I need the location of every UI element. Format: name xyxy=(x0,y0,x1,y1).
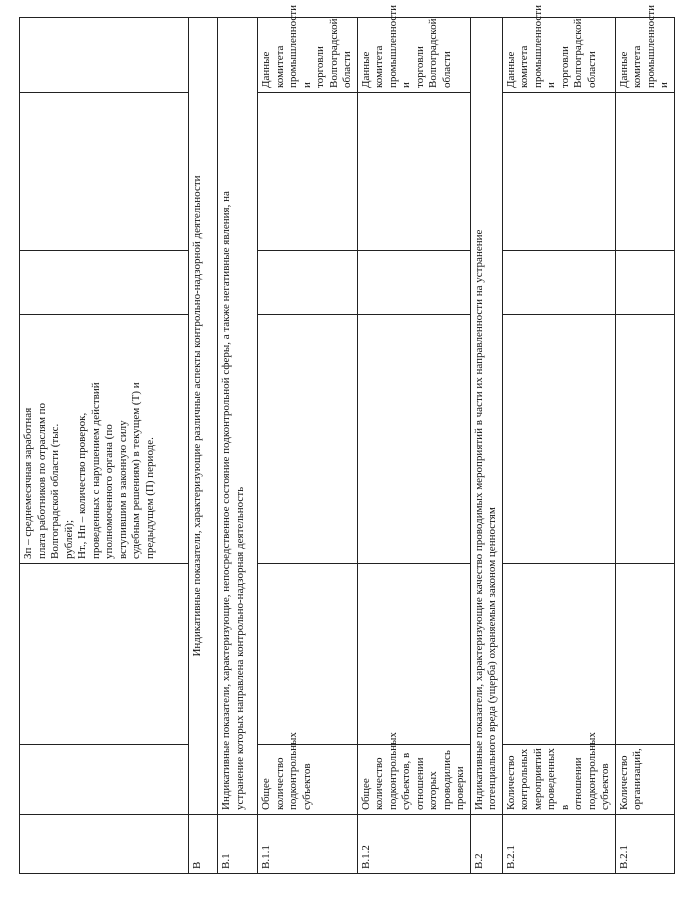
cell-empty xyxy=(615,93,674,251)
table-row-section-b2 xyxy=(470,18,502,874)
indicator-name: Количество контрольных мероприятий проведенных в отношении подконтрольных субъектов xyxy=(502,745,615,815)
indicator-name: Общее количество подконтрольных субъектов, в отношении которых проводились проверки xyxy=(357,745,470,815)
cell-empty xyxy=(20,564,189,745)
cell-empty xyxy=(615,564,674,745)
row-code: В.1.1 xyxy=(258,815,358,874)
row-code: В.2 xyxy=(470,815,502,874)
cell-empty xyxy=(357,315,470,564)
indicator-name: Количество организаций, xyxy=(615,745,674,815)
cell-empty xyxy=(20,251,189,315)
row-code: В xyxy=(189,815,218,874)
data-source: Данные комитета промышленности и торговли Волгоградской области xyxy=(357,18,470,93)
cell-empty xyxy=(357,564,470,745)
table-row xyxy=(258,18,358,874)
cell-empty xyxy=(357,251,470,315)
row-code: В.2.1 xyxy=(615,815,674,874)
cell-empty xyxy=(615,315,674,564)
table-row xyxy=(615,18,674,874)
table-row-section-b xyxy=(189,18,218,874)
section-title: Индикативные показатели, характеризующие различные аспекты контрольно-надзорной деятельности xyxy=(189,18,218,815)
cell-empty xyxy=(502,251,615,315)
data-source: Данные комитета промышленности и xyxy=(615,18,674,93)
table-row xyxy=(357,18,470,874)
cell-empty xyxy=(502,93,615,251)
cell-empty xyxy=(258,251,358,315)
cell-empty xyxy=(258,564,358,745)
data-source: Данные комитета промышленности и торговли Волгоградской области xyxy=(502,18,615,93)
cell-empty xyxy=(502,564,615,745)
cell-empty xyxy=(20,18,189,93)
cell-empty xyxy=(20,93,189,251)
table-row xyxy=(502,18,615,874)
cell-empty xyxy=(258,93,358,251)
row-code: В.1 xyxy=(218,815,258,874)
indicators-table xyxy=(19,5,675,874)
cell-empty xyxy=(20,745,189,815)
cell-empty xyxy=(615,251,674,315)
table-row-formula xyxy=(20,18,189,874)
cell-empty xyxy=(502,315,615,564)
section-text: Индикативные показатели, характеризующие, непосредственное состояние подконтрольной сферы, а также негативные явления, на устранение которых направлена контрольно-надзорная деятельность xyxy=(218,18,258,815)
data-source: Данные комитета промышленности и торговли Волгоградской области xyxy=(258,18,358,93)
cell-empty xyxy=(258,315,358,564)
section-text: Индикативные показатели, характеризующие качество проводимых мероприятий в части их направленности на устранение потенциального вреда (ущерба) охраняемым законом ценностям xyxy=(470,18,502,815)
rotated-table-wrapper xyxy=(19,5,670,874)
table-row-section-b1 xyxy=(218,18,258,874)
row-code: В.1.2 xyxy=(357,815,470,874)
cell-empty xyxy=(20,815,189,874)
indicator-name: Общее количество подконтрольных субъектов xyxy=(258,745,358,815)
cell-empty xyxy=(357,93,470,251)
formula-description: Зп – среднемесячная заработная плата работников по отраслям по Волгоградской области (тыс. рублей); Нт., Нп – количество проверок, проведенных с нарушением действий уполномоченного органа (по вступившим в законную силу судебным решениям) в текущем (Т) и предыдущем (П) периоде. xyxy=(20,315,189,564)
row-code: В.2.1 xyxy=(502,815,615,874)
